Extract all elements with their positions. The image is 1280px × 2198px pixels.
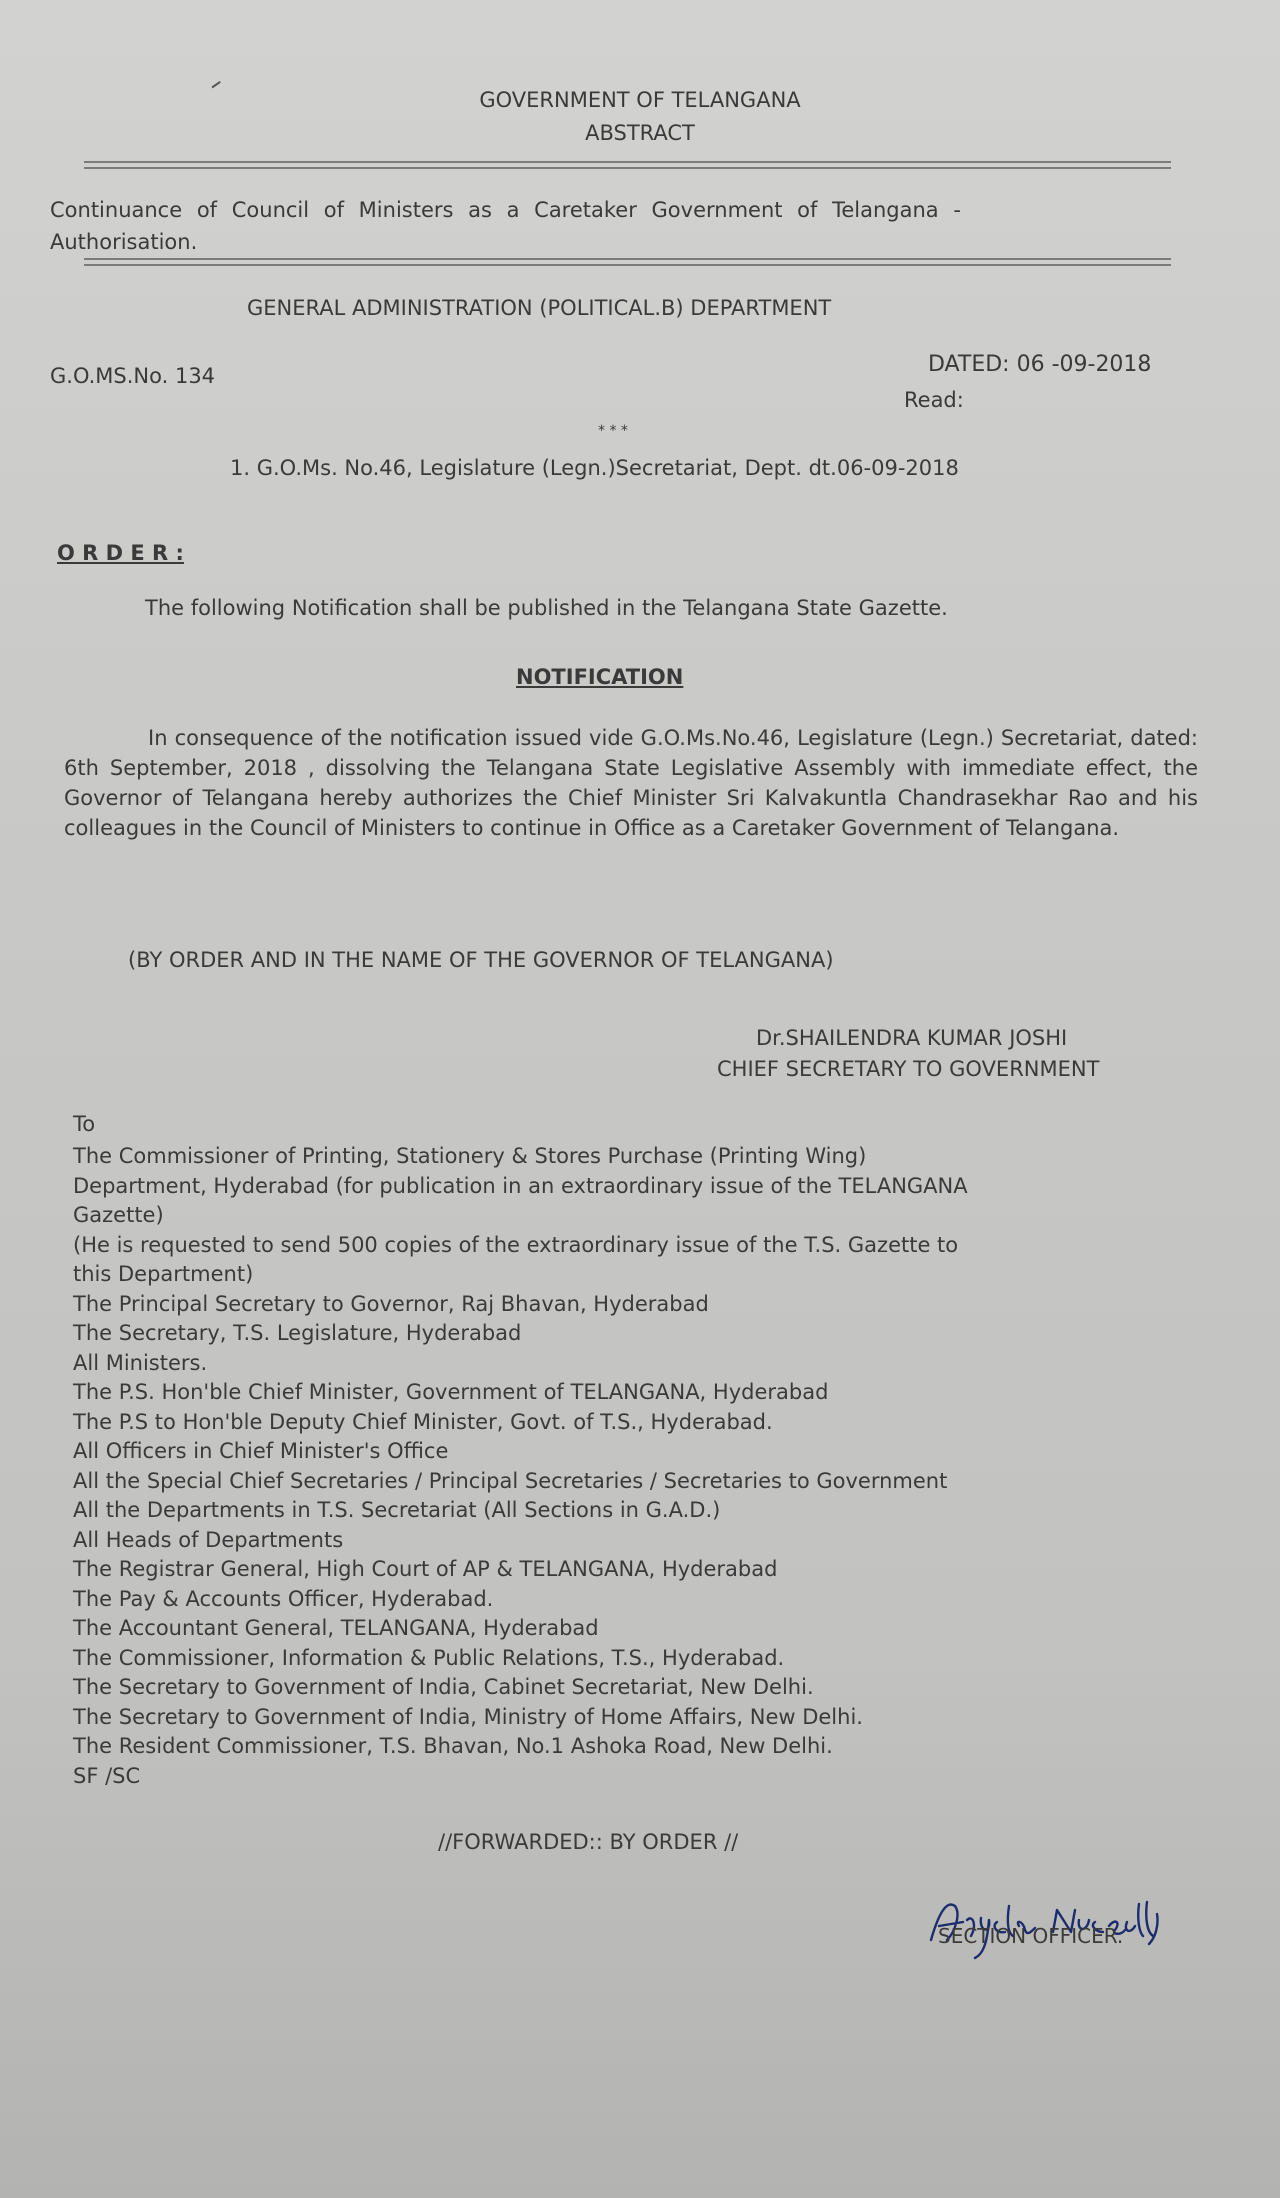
signatory-title: CHIEF SECRETARY TO GOVERNMENT (717, 1057, 1100, 1081)
recipient-item: All Ministers. (73, 1350, 208, 1375)
dated: DATED: 06 -09-2018 (928, 352, 1152, 377)
government-heading: GOVERNMENT OF TELANGANA (479, 88, 801, 112)
reference-item: 1. G.O.Ms. No.46, Legislature (Legn.)Secretariat, Dept. dt.06-09-2018 (230, 456, 959, 480)
recipient-item: All the Departments in T.S. Secretariat (All Sections in G.A.D.) (73, 1498, 721, 1522)
subject-line-1: Continuance of Council of Ministers as a Caretaker Government of Telangana - (50, 198, 961, 222)
recipient-item: All Officers in Chief Minister's Office (73, 1439, 449, 1463)
distribution-list (73, 1142, 968, 1791)
subject-line-2: Authorisation. (50, 230, 198, 254)
recipient-item: The Commissioner, Information & Public Relations, T.S., Hyderabad. (73, 1645, 785, 1670)
forwarded-line: //FORWARDED:: BY ORDER // (438, 1830, 739, 1854)
recipient-item: The Commissioner of Printing, Stationery & Stores Purchase (Printing Wing) (73, 1144, 867, 1168)
notification-body: In consequence of the notification issued vide G.O.Ms.No.46, Legislature (Legn.) Secretariat, dated: 6th September, 2018 , dissolving the Telangana State Legislative Assembly with immediate effect, the Governor of Telangana hereby authorizes the Chief Minister Sri Kalvakuntla Chandrasekhar Rao and his colleagues in the Council of Ministers to continue in Office as a Caretaker Government of Telangana. (64, 726, 1198, 840)
by-order-line: (BY ORDER AND IN THE NAME OF THE GOVERNOR OF TELANGANA) (128, 948, 834, 972)
recipient-item: The Principal Secretary to Governor, Raj Bhavan, Hyderabad (73, 1291, 709, 1316)
recipient-item: The P.S. Hon'ble Chief Minister, Government of TELANGANA, Hyderabad (73, 1380, 829, 1404)
recipient-item: this Department) (73, 1262, 254, 1286)
order-heading: O R D E R : (57, 541, 184, 565)
read-label: Read: (904, 388, 964, 412)
recipient-item: The Resident Commissioner, T.S. Bhavan, No.1 Ashoka Road, New Delhi. (73, 1734, 833, 1758)
recipient-item: The Secretary to Government of India, Cabinet Secretariat, New Delhi. (73, 1675, 814, 1699)
recipient-item: Department, Hyderabad (for publication in an extraordinary issue of the TELANGANA (73, 1173, 968, 1198)
to-label: To (73, 1112, 96, 1136)
recipient-item: (He is requested to send 500 copies of the extraordinary issue of the T.S. Gazette to (73, 1232, 959, 1257)
order-text: The following Notification shall be published in the Telangana State Gazette. (145, 596, 948, 620)
department-heading: GENERAL ADMINISTRATION (POLITICAL.B) DEPARTMENT (247, 296, 832, 320)
separator-stars: * * * (598, 423, 628, 439)
section-officer: SECTION OFFICER. (938, 1924, 1124, 1948)
signatory-name: Dr.SHAILENDRA KUMAR JOSHI (756, 1026, 1068, 1050)
recipient-item: All the Special Chief Secretaries / Principal Secretaries / Secretaries to Government (73, 1468, 948, 1493)
notification-heading: NOTIFICATION (516, 665, 684, 689)
recipient-item: The Pay & Accounts Officer, Hyderabad. (73, 1586, 494, 1611)
subject-double-rule (84, 258, 1171, 266)
recipient-item: The Registrar General, High Court of AP & TELANGANA, Hyderabad (73, 1557, 778, 1581)
recipient-item: Gazette) (73, 1203, 164, 1227)
recipient-item: The P.S to Hon'ble Deputy Chief Minister, Govt. of T.S., Hyderabad. (73, 1409, 773, 1434)
recipient-item: The Secretary to Government of India, Ministry of Home Affairs, New Delhi. (73, 1704, 863, 1729)
recipient-item: All Heads of Departments (73, 1527, 344, 1552)
top-double-rule (84, 161, 1171, 169)
recipient-item: SF /SC (73, 1763, 141, 1788)
pen-mark (209, 78, 221, 89)
abstract-heading: ABSTRACT (585, 121, 695, 145)
recipient-item: The Secretary, T.S. Legislature, Hyderabad (73, 1321, 522, 1345)
go-number: G.O.MS.No. 134 (50, 364, 216, 388)
recipient-item: The Accountant General, TELANGANA, Hyderabad (73, 1616, 599, 1640)
